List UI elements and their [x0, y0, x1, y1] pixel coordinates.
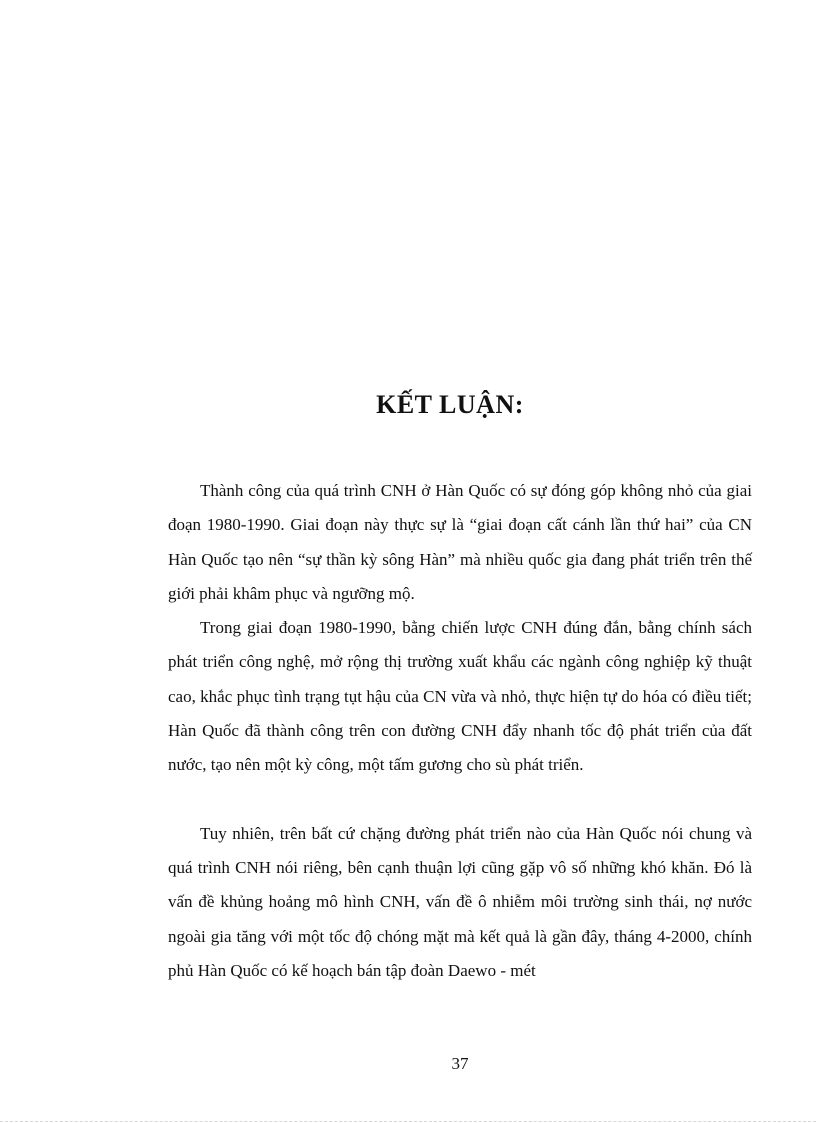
- paragraph-2: Trong giai đoạn 1980-1990, bằng chiến lược CNH đúng đắn, bằng chính sách phát triển công nghệ, mở rộng thị trường xuất khẩu các ngành công nghiệp kỹ thuật cao, khắc phục tình trạng tụt hậu của CN vừa và nhỏ, thực hiện tự do hóa có điều tiết; Hàn Quốc đã thành công trên con đường CNH đẩy nhanh tốc độ phát triển của đất nước, tạo nên một kỳ công, một tấm gương cho sù phát triển.: [168, 618, 752, 775]
- page-number: 37: [451, 1054, 469, 1073]
- page-title: KẾT LUẬN:: [376, 390, 524, 419]
- paragraph-3: Tuy nhiên, trên bất cứ chặng đường phát triển nào của Hàn Quốc nói chung và quá trình CNH nói riêng, bên cạnh thuận lợi cũng gặp vô số những khó khăn. Đó là vấn đề khủng hoảng mô hình CNH, vấn đề ô nhiễm môi trường sinh thái, nợ nước ngoài gia tăng với một tốc độ chóng mặt mà kết quả là gần đây, tháng 4-2000, chính phủ Hàn Quốc có kế hoạch bán tập đoàn Daewo - mét: [168, 823, 752, 980]
- body-text: [168, 474, 752, 988]
- paragraph-1: Thành công của quá trình CNH ở Hàn Quốc có sự đóng góp không nhỏ của giai đoạn 1980-1990. Giai đoạn này thực sự là “giai đoạn cất cánh lần thứ hai” của CN Hàn Quốc tạo nên “sự thần kỳ sông Hàn” mà nhiều quốc gia đang phát triển trên thế giới phải khâm phục và ngưỡng mộ.: [168, 481, 752, 603]
